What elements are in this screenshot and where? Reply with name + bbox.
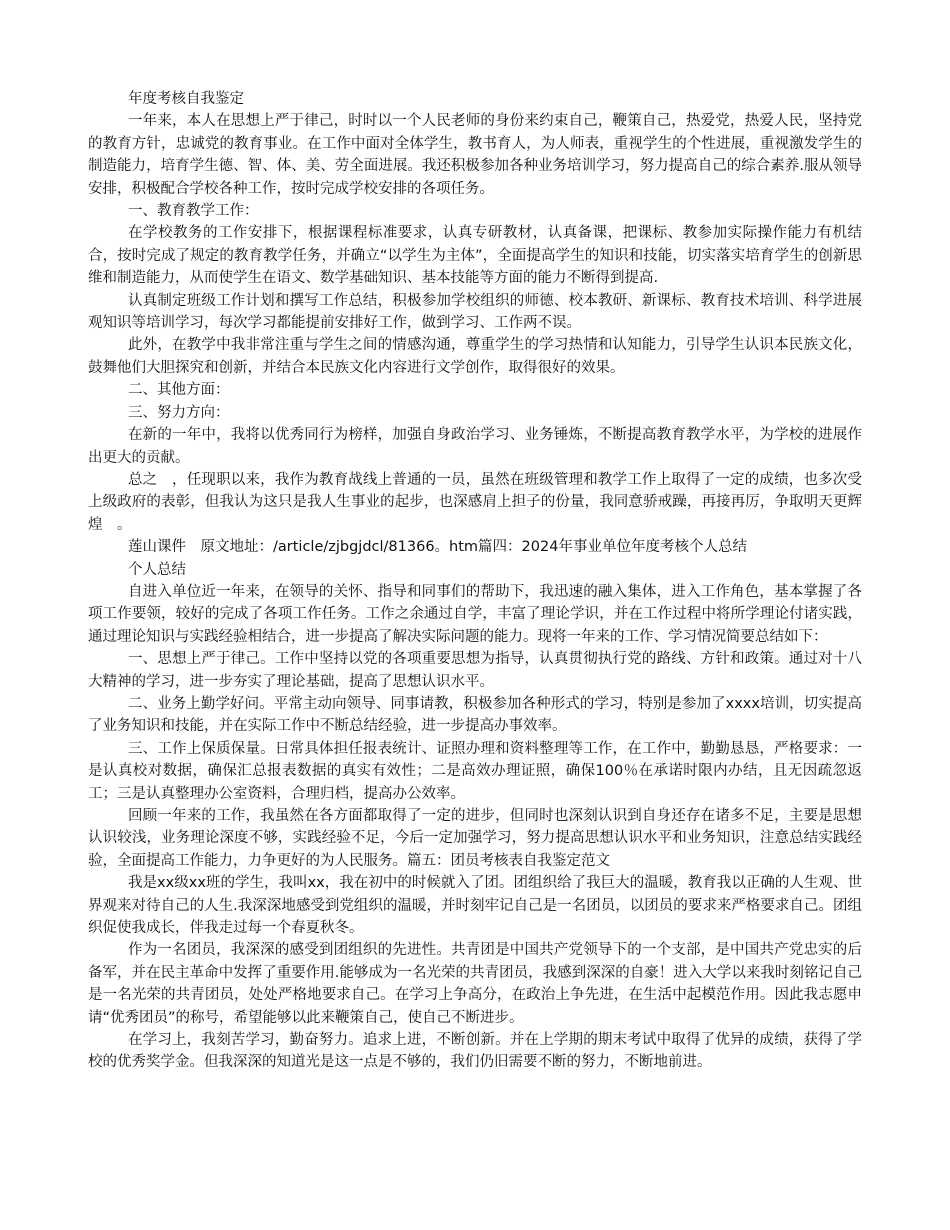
section-heading-other: 二、其他方面： xyxy=(128,382,230,399)
paragraph-13: 一、思想上严于律己。工作中坚持以党的各项重要思想为指导，认真贯彻执行党的路线、方针和政策。通过对十八大精神的学习，进一步夯实了理论基础，提高了思想认识水平。 xyxy=(88,651,862,690)
paragraph-5: 此外，在教学中我非常注重与学生之间的情感沟通，尊重学生的学习热情和认知能力，引导学生认识本民族文化，鼓舞他们大胆探究和创新，并结合本民族文化内容进行文学创作，取得很好的效果。 xyxy=(88,337,862,376)
paragraph-18: 作为一名团员，我深深的感受到团组织的先进性。共青团是中国共产党领导下的一个支部，是中国共产党忠实的后备军，并在民主革命中发挥了重要作用.能够成为一名光荣的共青团员，我感到深深的自豪！进入大学以来我时刻铭记自己是一名光荣的共青团员，处处严格地要求自己。在学习上争高分，在政治上争先进，在生活中起模范作用。因此我志愿申请“优秀团员”的称号，希望能够以此来鞭策自己，使自己不断进步。 xyxy=(88,942,862,1026)
paragraph-17: 我是xx级xx班的学生，我叫xx，我在初中的时候就入了团。团组织给了我巨大的温暖，教育我以正确的人生观、世界观来对待自己的人生.我深深地感受到党组织的温暖，并时刻牢记自己是一名团员，以团员的要求来严格要求自己。团组织促使我成长，伴我走过每一个春夏秋冬。 xyxy=(88,875,862,937)
paragraph-15: 三、工作上保质保量。日常具体担任报表统计、证照办理和资料整理等工作，在工作中，勤勤恳恳，严格要求：一是认真校对数据，确保汇总报表数据的真实有效性；二是高效办理证照，确保100％在承诺时限内办结，且无因疏忽返工；三是认真整理办公室资料，合理归档，提高办公效率。 xyxy=(88,740,862,802)
source-line: 莲山课件 原文地址：/article/zjbgjdcl/81366。htm篇四：2024年事业单位年度考核个人总结 xyxy=(128,539,747,556)
paragraph-16: 回顾一年来的工作，我虽然在各方面都取得了一定的进步，但同时也深刻认识到自身还存在诸多不足，主要是思想认识较浅，业务理论深度不够，实践经验不足，今后一定加强学习，努力提高思想认识水平和业务知识，注意总结实践经验，全面提高工作能力，力争更好的为人民服务。篇五：团员考核表自我鉴定范文 xyxy=(88,808,862,869)
section-heading-teaching: 一、教育教学工作： xyxy=(128,203,259,220)
paragraph-9: 总之 ，任现职以来，我作为教育战线上普通的一员，虽然在班级管理和教学工作上取得了一定的成绩，也多次受上级政府的表彰，但我认为这只是我人生事业的起步，也深感肩上担子的份量，我同意骄戒躁，再接再厉，争取明天更辉煌 。 xyxy=(88,471,862,533)
document-title: 年度考核自我鉴定 xyxy=(128,91,244,107)
paragraph-19: 在学习上，我刻苦学习，勤奋努力。追求上进，不断创新。并在上学期的期末考试中取得了优异的成绩，获得了学校的优秀奖学金。但我深深的知道光是这一点是不够的，我们仍旧需要不断的努力，不断地前进。 xyxy=(88,1032,862,1071)
paragraph-12: 自进入单位近一年来，在领导的关怀、指导和同事们的帮助下，我迅速的融入集体，进入工作角色，基本掌握了各项工作要领，较好的完成了各项工作任务。工作之余通过自学，丰富了理论学识，并在工作过程中将所学理论付诸实践，通过理论知识与实践经验相结合，进一步提高了解决实际问题的能力。现将一年来的工作、学习情况简要总结如下： xyxy=(88,583,862,645)
paragraph-1: 一年来，本人在思想上严于律己，时时以一个人民老师的身份来约束自己，鞭策自己，热爱党，热爱人民，坚持党的教育方针，忠诚党的教育事业。在工作中面对全体学生，教书育人，为人师表，重视学生的个性进展，重视激发学生的制造能力，培育学生德、智、体、美、劳全面进展。我还积极参加各种业务培训学习，努力提高自己的综合素养.服从领导安排，积极配合学校各种工作，按时完成学校安排的各项任务。 xyxy=(88,113,862,197)
section-heading-direction: 三、努力方向： xyxy=(128,404,230,421)
paragraph-4: 认真制定班级工作计划和撰写工作总结，积极参加学校组织的师德、校本教研、新课标、教育技术培训、科学进展观知识等培训学习，每次学习都能提前安排好工作，做到学习、工作两不误。 xyxy=(88,292,862,332)
section-title-personal-summary: 个人总结 xyxy=(128,561,186,578)
paragraph-3: 在学校教务的工作安排下，根据课程标准要求，认真专研教材，认真备课，把课标、教参加实际操作能力有机结合，按时完成了规定的教育教学任务，并确立“以学生为主体”，全面提高学生的知识和技能，切实落实培育学生的创新思维和制造能力，从而使学生在语文、数学基础知识、基本技能等方面的能力不断得到提高. xyxy=(88,225,862,287)
paragraph-8: 在新的一年中，我将以优秀同行为榜样，加强自身政治学习、业务锤炼，不断提高教育教学水平，为学校的进展作出更大的贡献。 xyxy=(88,427,862,466)
paragraph-14: 二、业务上勤学好问。平常主动向领导、同事请教，积极参加各种形式的学习，特别是参加了xxxx培训，切实提高了业务知识和技能，并在实际工作中不断总结经验，进一步提高办事效率。 xyxy=(88,695,862,735)
